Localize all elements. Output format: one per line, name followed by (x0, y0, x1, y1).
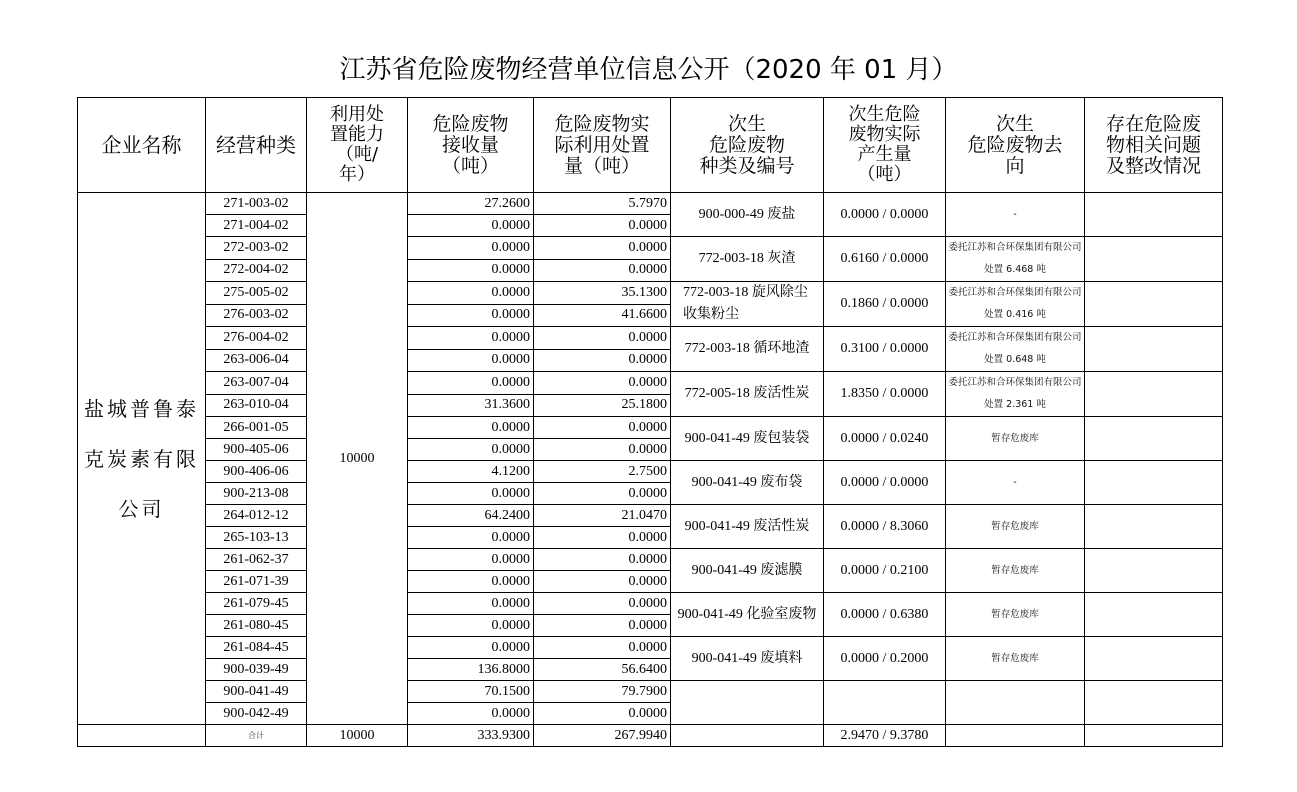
table-row (78, 282, 1223, 305)
secondary-type-cell: 900-000-49 废盐 (671, 193, 824, 237)
category-code-cell: 900-405-06 (206, 439, 307, 461)
category-code-cell: 272-003-02 (206, 237, 307, 260)
header-row (78, 98, 1223, 193)
utilized-cell: 0.0000 (534, 615, 671, 637)
received-cell: 0.0000 (408, 571, 534, 593)
utilized-cell: 0.0000 (534, 483, 671, 505)
total-utilized: 267.9940 (534, 725, 671, 747)
category-code-cell: 275-005-02 (206, 282, 307, 305)
utilized-cell: 0.0000 (534, 327, 671, 350)
utilized-cell: 2.7500 (534, 461, 671, 483)
issues-cell (1085, 237, 1223, 282)
total-label: 合计 (206, 725, 307, 747)
received-cell: 70.1500 (408, 681, 534, 703)
category-code-cell: 263-006-04 (206, 349, 307, 372)
table-row (78, 193, 1223, 215)
issues-cell (1085, 417, 1223, 461)
utilized-cell: 0.0000 (534, 703, 671, 725)
received-cell: 0.0000 (408, 483, 534, 505)
secondary-type-cell (671, 681, 824, 725)
issues-cell (1085, 193, 1223, 237)
issues-cell (1085, 327, 1223, 372)
secondary-type-cell: 900-041-49 废活性炭 (671, 505, 824, 549)
secondary-dest-cell: - (946, 461, 1085, 505)
total-secondary-dest (946, 725, 1085, 747)
received-cell: 64.2400 (408, 505, 534, 527)
received-cell: 0.0000 (408, 549, 534, 571)
table-row (78, 372, 1223, 395)
utilized-cell: 41.6600 (534, 304, 671, 327)
header-received: 危险废物 接收量 （吨） (408, 98, 534, 193)
secondary-amount-cell: 1.8350 / 0.0000 (824, 372, 946, 417)
received-cell: 0.0000 (408, 372, 534, 395)
table-row (78, 549, 1223, 571)
category-code-cell: 900-039-49 (206, 659, 307, 681)
utilized-cell: 0.0000 (534, 237, 671, 260)
utilized-cell: 25.1800 (534, 394, 671, 417)
received-cell: 0.0000 (408, 259, 534, 282)
category-code-cell: 261-079-45 (206, 593, 307, 615)
utilized-cell: 0.0000 (534, 637, 671, 659)
category-code-cell: 261-071-39 (206, 571, 307, 593)
received-cell: 0.0000 (408, 439, 534, 461)
waste-info-table (77, 97, 1223, 747)
received-cell: 0.0000 (408, 527, 534, 549)
secondary-amount-cell: 0.3100 / 0.0000 (824, 327, 946, 372)
capacity-cell: 10000 (307, 193, 408, 725)
received-cell: 0.0000 (408, 304, 534, 327)
secondary-amount-cell: 0.0000 / 0.0000 (824, 461, 946, 505)
received-cell: 0.0000 (408, 237, 534, 260)
received-cell: 27.2600 (408, 193, 534, 215)
utilized-cell: 0.0000 (534, 349, 671, 372)
utilized-cell: 0.0000 (534, 372, 671, 395)
secondary-type-cell: 900-041-49 废滤膜 (671, 549, 824, 593)
header-secondary-amount: 次生危险 废物实际 产生量 （吨） (824, 98, 946, 193)
category-code-cell: 276-003-02 (206, 304, 307, 327)
category-code-cell: 266-001-05 (206, 417, 307, 439)
received-cell: 0.0000 (408, 703, 534, 725)
secondary-type-cell: 900-041-49 化验室废物 (671, 593, 824, 637)
received-cell: 0.0000 (408, 349, 534, 372)
secondary-amount-cell: 0.1860 / 0.0000 (824, 282, 946, 327)
received-cell: 136.8000 (408, 659, 534, 681)
category-code-cell: 265-103-13 (206, 527, 307, 549)
received-cell: 0.0000 (408, 637, 534, 659)
secondary-amount-cell: 0.0000 / 0.2000 (824, 637, 946, 681)
secondary-amount-cell: 0.0000 / 8.3060 (824, 505, 946, 549)
secondary-type-cell: 772-003-18 灰渣 (671, 237, 824, 282)
utilized-cell: 0.0000 (534, 439, 671, 461)
secondary-dest-cell: 暂存危废库 (946, 549, 1085, 593)
table-row (78, 417, 1223, 439)
secondary-dest-cell: 暂存危废库 (946, 505, 1085, 549)
secondary-type-cell: 900-041-49 废包装袋 (671, 417, 824, 461)
category-code-cell: 261-080-45 (206, 615, 307, 637)
secondary-amount-cell: 0.0000 / 0.2100 (824, 549, 946, 593)
secondary-type-cell: 772-005-18 废活性炭 (671, 372, 824, 417)
issues-cell (1085, 282, 1223, 327)
received-cell: 0.0000 (408, 593, 534, 615)
category-code-cell: 900-406-06 (206, 461, 307, 483)
header-company: 企业名称 (78, 98, 206, 193)
received-cell: 0.0000 (408, 282, 534, 305)
issues-cell (1085, 593, 1223, 637)
secondary-amount-cell: 0.0000 / 0.0240 (824, 417, 946, 461)
header-category: 经营种类 (206, 98, 307, 193)
received-cell: 0.0000 (408, 215, 534, 237)
total-row (78, 725, 1223, 747)
secondary-type-cell: 900-041-49 废填料 (671, 637, 824, 681)
category-code-cell: 261-062-37 (206, 549, 307, 571)
page-title: 江苏省危险废物经营单位信息公开（2020 年 01 月） (339, 55, 958, 85)
received-cell: 4.1200 (408, 461, 534, 483)
category-code-cell: 272-004-02 (206, 259, 307, 282)
utilized-cell: 0.0000 (534, 593, 671, 615)
category-code-cell: 900-042-49 (206, 703, 307, 725)
category-code-cell: 264-012-12 (206, 505, 307, 527)
secondary-dest-cell: 委托江苏和合环保集团有限公司处置 0.416 吨 (946, 282, 1085, 327)
secondary-type-cell: 772-003-18 旋风除尘收集粉尘 (671, 282, 824, 327)
total-issues (1085, 725, 1223, 747)
utilized-cell: 0.0000 (534, 417, 671, 439)
issues-cell (1085, 549, 1223, 593)
secondary-dest-cell (946, 681, 1085, 725)
category-code-cell: 263-007-04 (206, 372, 307, 395)
category-code-cell: 271-004-02 (206, 215, 307, 237)
secondary-type-cell: 900-041-49 废布袋 (671, 461, 824, 505)
secondary-amount-cell (824, 681, 946, 725)
received-cell: 0.0000 (408, 327, 534, 350)
table-row (78, 593, 1223, 615)
received-cell: 0.0000 (408, 615, 534, 637)
secondary-amount-cell: 0.6160 / 0.0000 (824, 237, 946, 282)
utilized-cell: 0.0000 (534, 215, 671, 237)
issues-cell (1085, 505, 1223, 549)
issues-cell (1085, 461, 1223, 505)
received-cell: 0.0000 (408, 417, 534, 439)
total-secondary-type (671, 725, 824, 747)
secondary-dest-cell: - (946, 193, 1085, 237)
table-row (78, 681, 1223, 703)
table-row (78, 637, 1223, 659)
received-cell: 31.3600 (408, 394, 534, 417)
table-row (78, 237, 1223, 260)
table-row (78, 461, 1223, 483)
secondary-amount-cell: 0.0000 / 0.0000 (824, 193, 946, 237)
total-capacity: 10000 (307, 725, 408, 747)
header-secondary-dest: 次生 危险废物去 向 (946, 98, 1085, 193)
category-code-cell: 263-010-04 (206, 394, 307, 417)
issues-cell (1085, 372, 1223, 417)
secondary-dest-cell: 暂存危废库 (946, 593, 1085, 637)
table-row (78, 327, 1223, 350)
category-code-cell: 276-004-02 (206, 327, 307, 350)
total-secondary-amount: 2.9470 / 9.3780 (824, 725, 946, 747)
issues-cell (1085, 637, 1223, 681)
issues-cell (1085, 681, 1223, 725)
category-code-cell: 900-041-49 (206, 681, 307, 703)
total-company-cell (78, 725, 206, 747)
secondary-dest-cell: 暂存危废库 (946, 417, 1085, 461)
secondary-dest-cell: 委托江苏和合环保集团有限公司处置 6.468 吨 (946, 237, 1085, 282)
category-code-cell: 261-084-45 (206, 637, 307, 659)
secondary-amount-cell: 0.0000 / 0.6380 (824, 593, 946, 637)
utilized-cell: 35.1300 (534, 282, 671, 305)
utilized-cell: 79.7900 (534, 681, 671, 703)
header-issues: 存在危险废 物相关问题 及整改情况 (1085, 98, 1223, 193)
utilized-cell: 0.0000 (534, 571, 671, 593)
header-secondary-type: 次生 危险废物 种类及编号 (671, 98, 824, 193)
secondary-dest-cell: 委托江苏和合环保集团有限公司处置 2.361 吨 (946, 372, 1085, 417)
total-received: 333.9300 (408, 725, 534, 747)
company-name-cell: 盐城普鲁泰克炭素有限公司 (78, 193, 206, 725)
category-code-cell: 900-213-08 (206, 483, 307, 505)
utilized-cell: 0.0000 (534, 259, 671, 282)
category-code-cell: 271-003-02 (206, 193, 307, 215)
secondary-type-cell: 772-003-18 循环地渣 (671, 327, 824, 372)
utilized-cell: 56.6400 (534, 659, 671, 681)
utilized-cell: 0.0000 (534, 549, 671, 571)
header-capacity: 利用处 置能力 （吨/ 年） (307, 98, 408, 193)
utilized-cell: 21.0470 (534, 505, 671, 527)
table-row (78, 505, 1223, 527)
secondary-dest-cell: 暂存危废库 (946, 637, 1085, 681)
header-utilized: 危险废物实 际利用处置 量（吨） (534, 98, 671, 193)
secondary-dest-cell: 委托江苏和合环保集团有限公司处置 0.648 吨 (946, 327, 1085, 372)
utilized-cell: 5.7970 (534, 193, 671, 215)
utilized-cell: 0.0000 (534, 527, 671, 549)
